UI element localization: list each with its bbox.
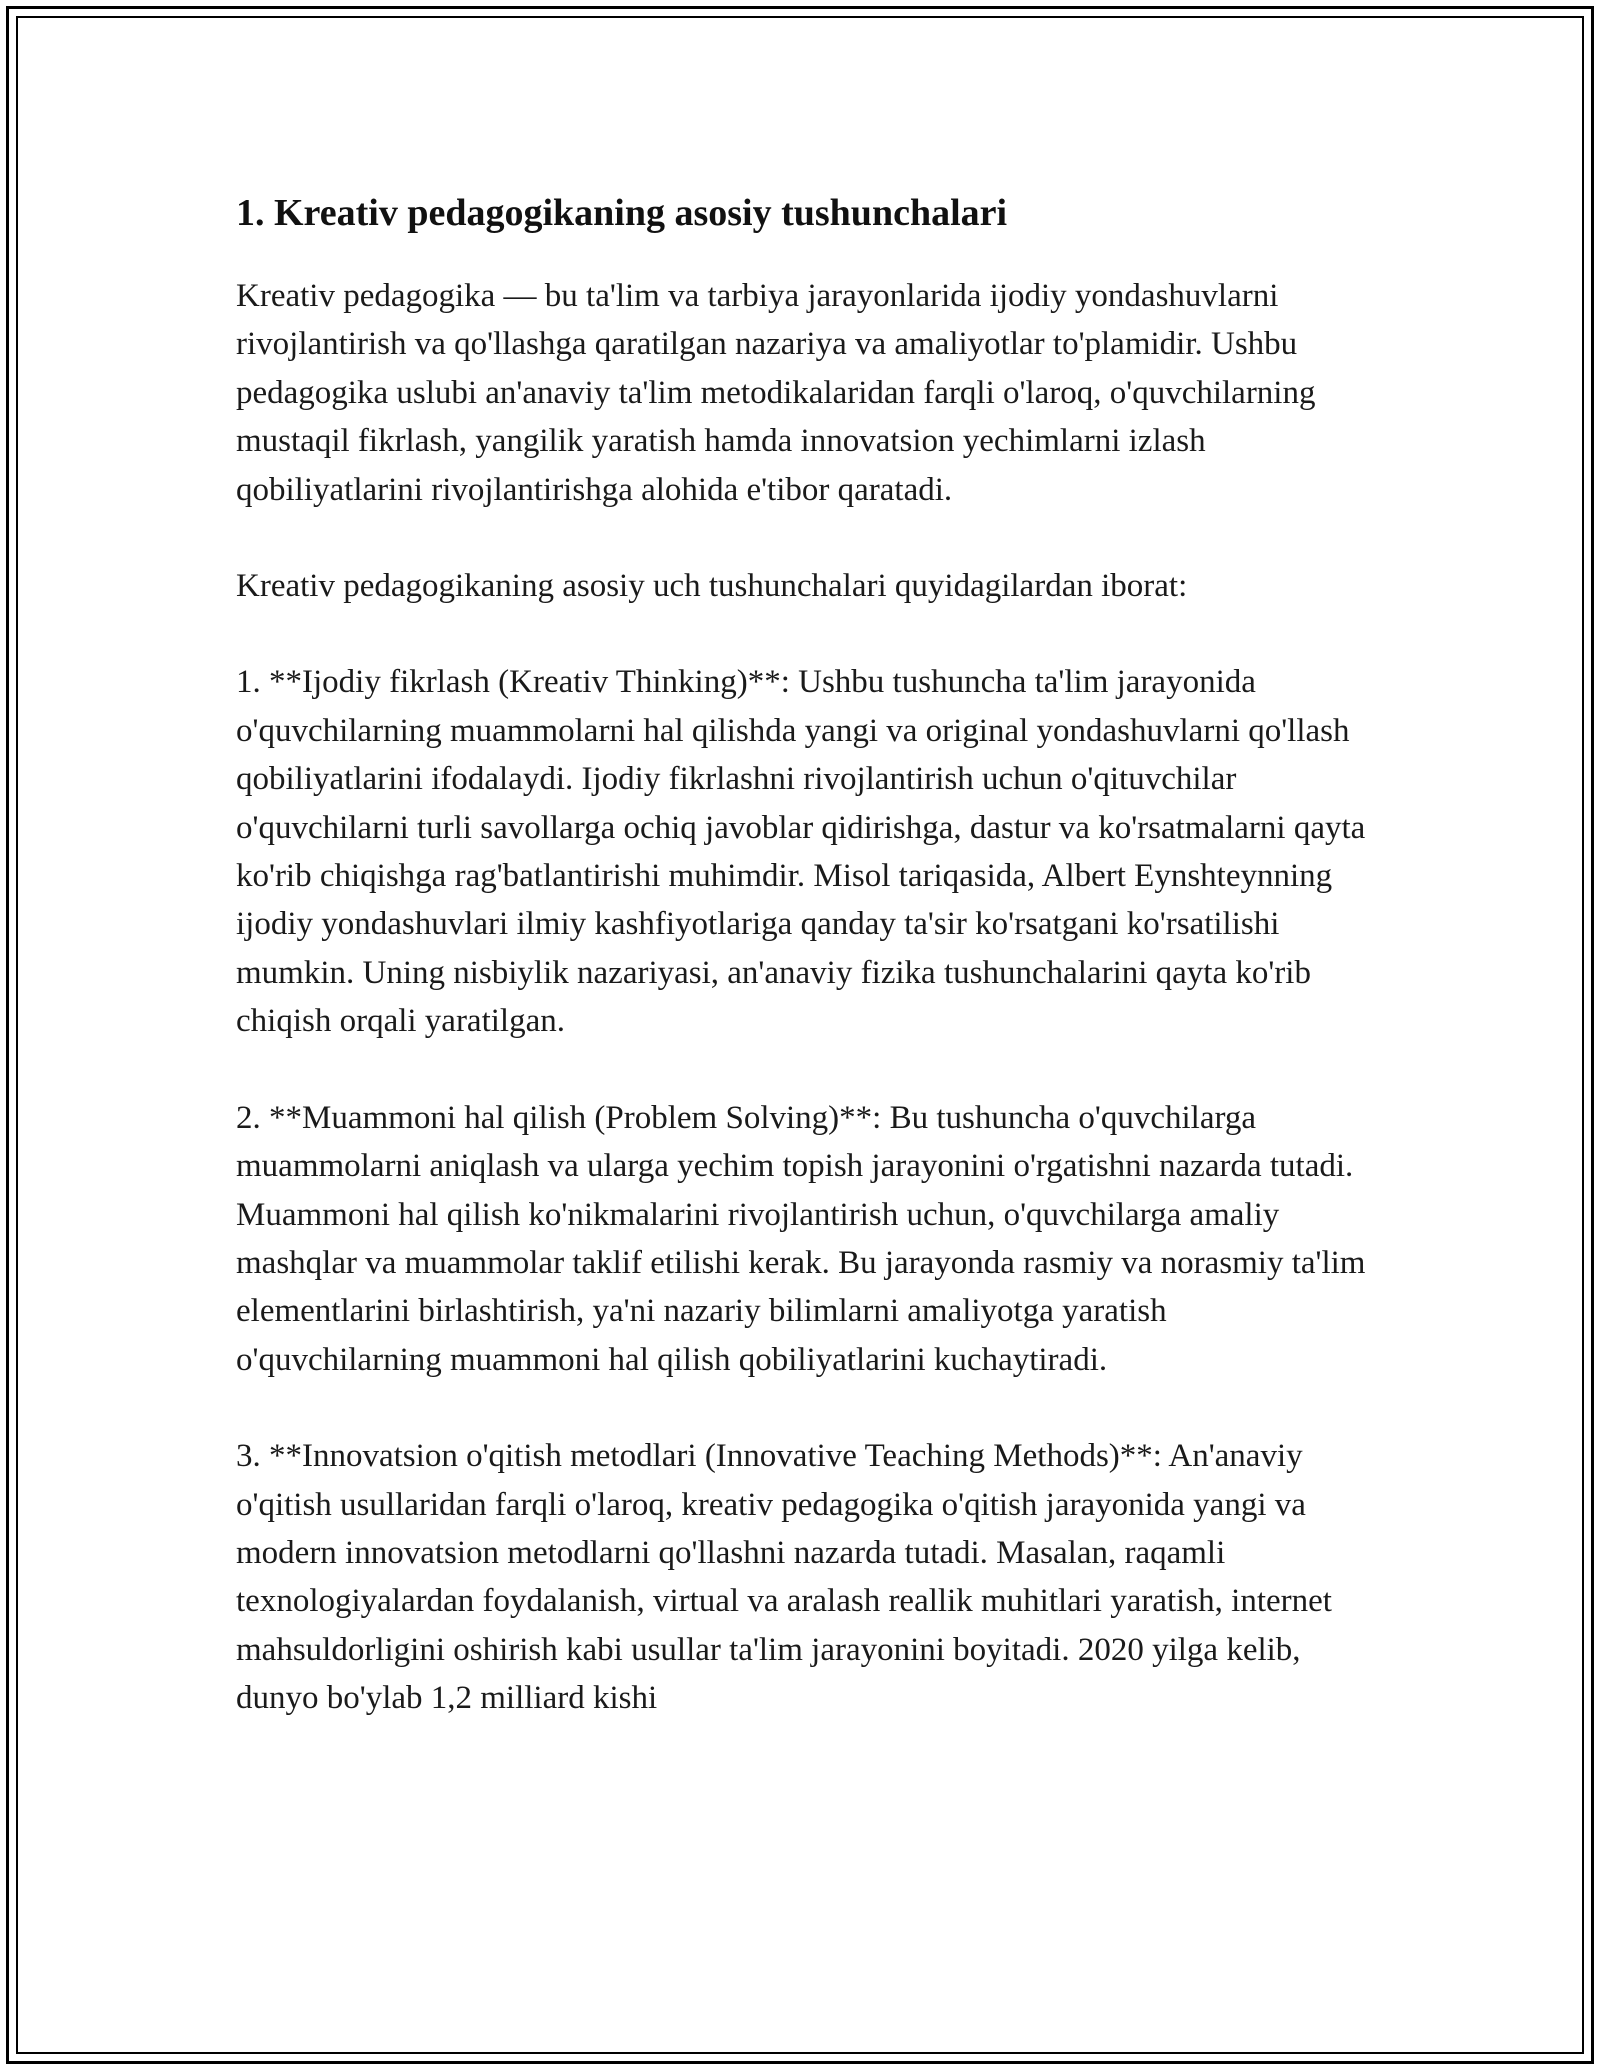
section-heading: 1. Kreativ pedagogikaning asosiy tushunchalari xyxy=(236,192,1008,234)
concept-innovative-methods-paragraph: 3. **Innovatsion o'qitish metodlari (Innovative Teaching Methods)**: An'anaviy o'qitish usullaridan farqli o'laroq, kreativ pedagogika o'qitish jarayonida yangi va modern innovatsion metodlarni qo'llashni nazarda tutadi. Masalan, raqamli texnologiyalardan foydalanish, virtual va aralash reallik muhitlari yaratish, internet mahsuldorligini oshirish kabi usullar ta'lim jarayonini boyitadi. 2020 yilga kelib, dunyo bo'ylab 1,2 milliard kishi xyxy=(236,1438,1332,1717)
concept-problem-solving-paragraph: 2. **Muammoni hal qilish (Problem Solving)**: Bu tushuncha o'quvchilarga muammolarni aniqlash va ularga yechim topish jarayonini o'rgatishni nazarda tutadi. Muammoni hal qilish ko'nikmalarini rivojlantirish uchun, o'quvchilarga amaliy mashqlar va muammolar taklif etilishi kerak. Bu jarayonda rasmiy va norasmiy ta'lim elementlarini birlashtirish, ya'ni nazariy bilimlarni amaliyotga yaratish o'quvchilarning muammoni hal qilish qobiliyatlarini kuchaytiradi. xyxy=(236,1099,1366,1378)
concept-creative-thinking-paragraph: 1. **Ijodiy fikrlash (Kreativ Thinking)**: Ushbu tushuncha ta'lim jarayonida o'quvchilarning muammolarni hal qilishda yangi va original yondashuvlarni qo'llash qobiliyatlarini ifodalaydi. Ijodiy fikrlashni rivojlantirish uchun o'qituvchilar o'quvchilarni turli savollarga ochiq javoblar qidirishga, dastur va ko'rsatmalarni qayta ko'rib chiqishga rag'batlantirishi muhimdir. Misol tariqasida, Albert Eynshteynning ijodiy yondashuvlari ilmiy kashfiyotlariga qanday ta'sir ko'rsatgani ko'rsatilishi mumkin. Uning nisbiylik nazariyasi, an'anaviy fizika tushunchalarini qayta ko'rib chiqish orqali yaratilgan. xyxy=(236,664,1366,1040)
intro-paragraph: Kreativ pedagogika — bu ta'lim va tarbiya jarayonlarida ijodiy yondashuvlarni rivojlantirish va qo'llashga qaratilgan nazariya va amaliyotlar to'plamidir. Ushbu pedagogika uslubi an'anaviy ta'lim metodikalaridan farqli o'laroq, o'quvchilarning mustaqil fikrlash, yangilik yaratish hamda innovatsion yechimlarni izlash qobiliyatlarini rivojlantirishga alohida e'tibor qaratadi. xyxy=(236,278,1316,508)
document-body xyxy=(236,188,1366,1723)
concepts-lead-paragraph: Kreativ pedagogikaning asosiy uch tushunchalari quyidagilardan iborat: xyxy=(236,568,1188,605)
